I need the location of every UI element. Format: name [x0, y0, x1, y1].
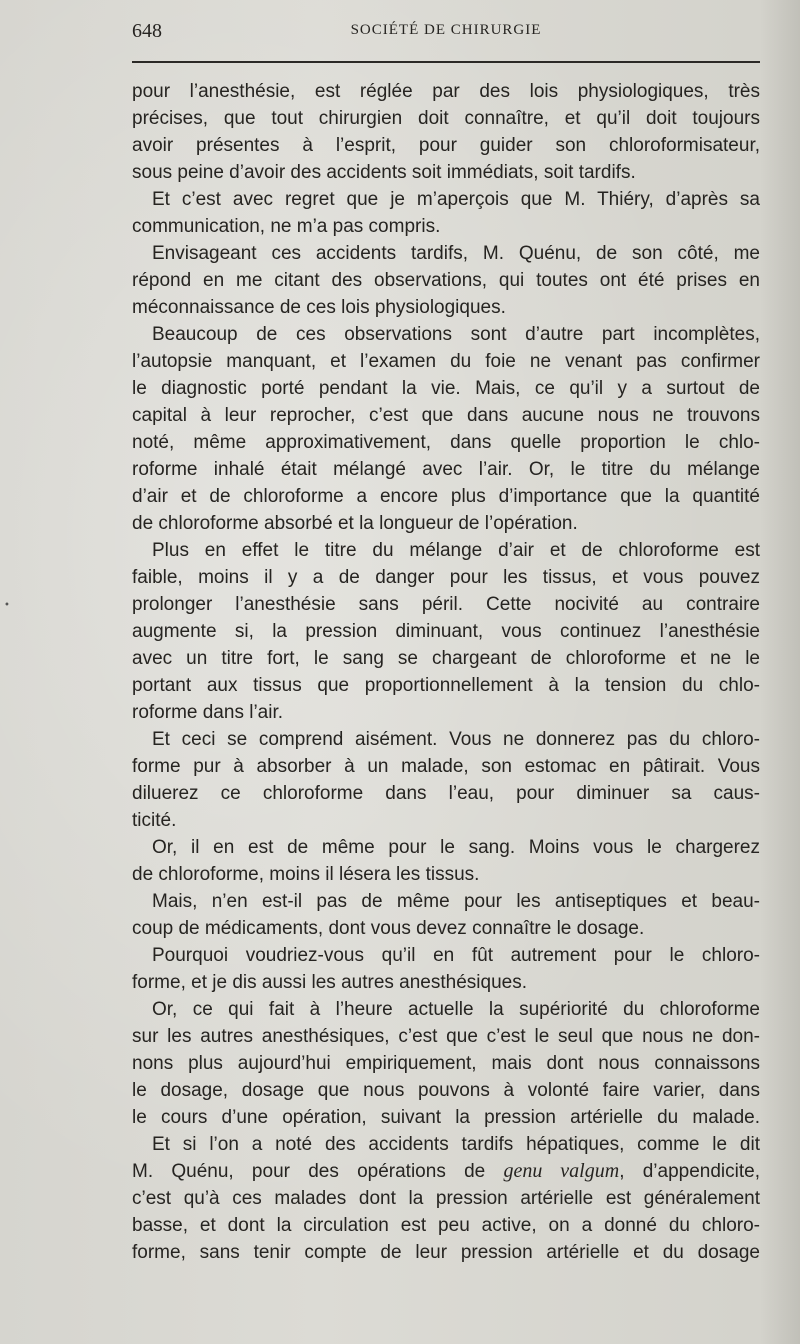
text-line: forme, sans tenir compte de leur pression artérielle et du dosage: [132, 1242, 760, 1263]
text-line: c’est qu’à ces malades dont la pression artérielle est généralement: [132, 1188, 760, 1209]
text-line: Plus en effet le titre du mélange d’air et de chloroforme est: [152, 540, 760, 561]
text-line: Beaucoup de ces observations sont d’autre part incomplètes,: [152, 324, 760, 345]
text-line: forme, et je dis aussi les autres anesthésiques.: [132, 972, 527, 993]
text-line: Envisageant ces accidents tardifs, M. Quénu, de son côté, me: [152, 243, 760, 264]
text-line: sur les autres anesthésiques, c’est que c’est le seul que nous ne don-: [132, 1026, 760, 1047]
text-line: Or, ce qui fait à l’heure actuelle la supériorité du chloroforme: [152, 999, 760, 1020]
body-text: [132, 78, 760, 1266]
text-line: forme pur à absorber à un malade, son estomac en pâtirait. Vous: [132, 756, 760, 777]
text-line: communication, ne m’a pas compris.: [132, 216, 441, 237]
text-line: noté, même approximativement, dans quelle proportion le chlo-: [132, 432, 760, 453]
text-line: de chloroforme absorbé et la longueur de l’opération.: [132, 513, 578, 534]
text-line: diluerez ce chloroforme dans l’eau, pour diminuer sa caus-: [132, 783, 760, 804]
text-segment: , d’appendicite,: [619, 1161, 760, 1182]
text-line: le dosage, dosage que nous pouvons à volonté faire varier, dans: [132, 1080, 760, 1101]
text-line: méconnaissance de ces lois physiologiques.: [132, 297, 506, 318]
text-line: ticité.: [132, 810, 177, 831]
text-line: roforme inhalé était mélangé avec l’air. Or, le titre du mélange: [132, 459, 760, 480]
text-line: faible, moins il y a de danger pour les tissus, et vous pouvez: [132, 567, 760, 588]
text-line: nons plus aujourd’hui empiriquement, mais dont nous connaissons: [132, 1053, 760, 1074]
text-line: de chloroforme, moins il lésera les tissus.: [132, 864, 480, 885]
text-line: augmente si, la pression diminuant, vous continuez l’anesthésie: [132, 621, 760, 642]
text-line: roforme dans l’air.: [132, 702, 284, 723]
text-line: répond en me citant des observations, qui toutes ont été prises en: [132, 270, 760, 291]
text-line: Pourquoi voudriez-vous qu’il en fût autrement pour le chloro-: [152, 945, 760, 966]
margin-speck: •: [4, 600, 10, 611]
text-line: Et ceci se comprend aisément. Vous ne donnerez pas du chloro-: [152, 729, 760, 750]
page-number: 648: [132, 20, 162, 42]
text-line: Et c’est avec regret que je m’aperçois que M. Thiéry, d’après sa: [152, 189, 760, 210]
text-line: avec un titre fort, le sang se chargeant de chloroforme et ne le: [132, 648, 760, 669]
text-line: l’autopsie manquant, et l’examen du foie ne venant pas confirmer: [132, 351, 760, 372]
text-line: Or, il en est de même pour le sang. Moins vous le chargerez: [152, 837, 760, 858]
text-line: Mais, n’en est-il pas de même pour les antiseptiques et beau-: [152, 891, 760, 912]
text-line: prolonger l’anesthésie sans péril. Cette nocivité au contraire: [132, 594, 760, 615]
text-line: capital à leur reprocher, c’est que dans aucune nous ne trouvons: [132, 405, 760, 426]
text-line: le diagnostic porté pendant la vie. Mais, ce qu’il y a surtout de: [132, 378, 760, 399]
text-line: précises, que tout chirurgien doit connaître, et qu’il doit toujours: [132, 108, 760, 129]
text-line: d’air et de chloroforme a encore plus d’importance que la quantité: [132, 486, 760, 507]
page-header: [132, 20, 760, 44]
text-line-mixed: [132, 1158, 760, 1185]
text-line: portant aux tissus que proportionnellement à la tension du chlo-: [132, 675, 760, 696]
text-line: coup de médicaments, dont vous devez connaître le dosage.: [132, 918, 645, 939]
text-line: basse, et dont la circulation est peu active, on a donné du chloro-: [132, 1215, 760, 1236]
text-line: pour l’anesthésie, est réglée par des lois physiologiques, très: [132, 81, 760, 102]
italic-term: genu valgum: [503, 1160, 620, 1182]
text-line: le cours d’une opération, suivant la pression artérielle du malade.: [132, 1107, 760, 1128]
text-line: sous peine d’avoir des accidents soit immédiats, soit tardifs.: [132, 162, 636, 183]
text-segment: M. Quénu, pour des opérations de: [132, 1161, 486, 1182]
header-rule: [132, 61, 760, 63]
text-line: avoir présentes à l’esprit, pour guider son chloroformisateur,: [132, 135, 760, 156]
running-head: SOCIÉTÉ DE CHIRURGIE: [350, 22, 542, 38]
text-line: Et si l’on a noté des accidents tardifs hépatiques, comme le dit: [152, 1134, 760, 1155]
